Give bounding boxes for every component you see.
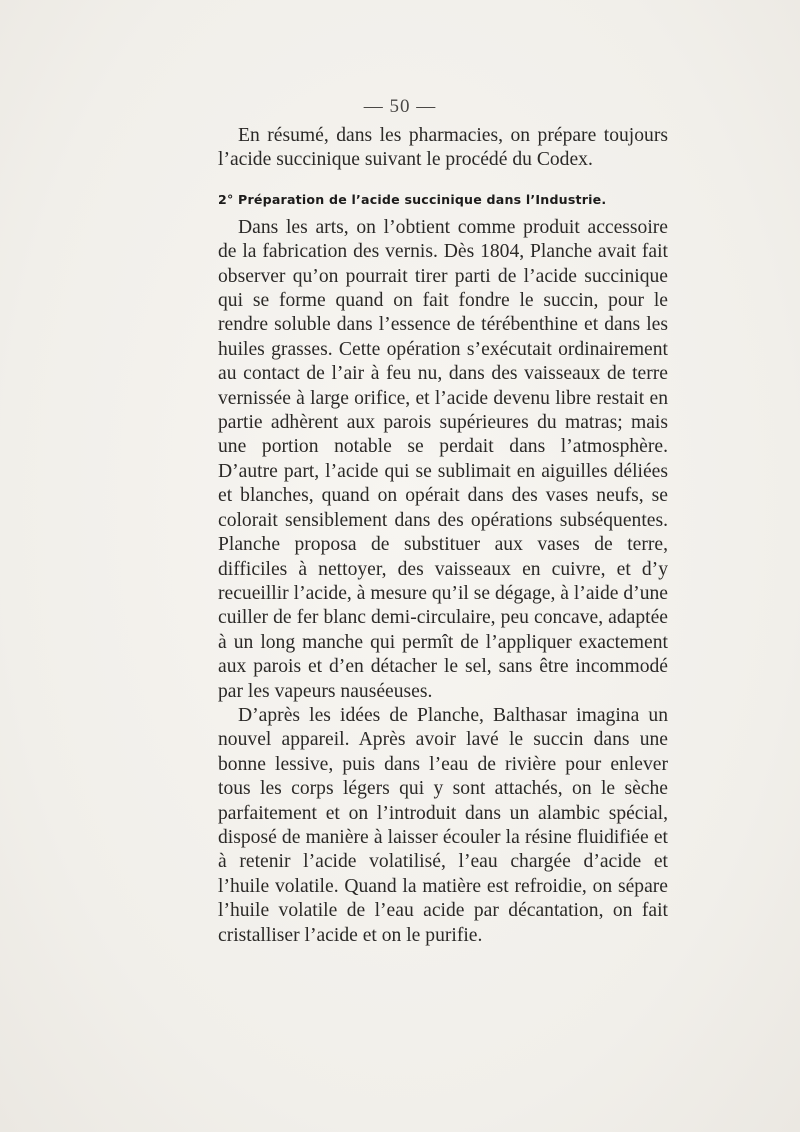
page-content — [218, 124, 668, 948]
paragraph-summary: En résumé, dans les pharmacies, on prépare toujours l’acide succinique suivant le procédé du Codex. — [218, 125, 668, 171]
paragraph-balthasar: D’après les idées de Planche, Balthasar imagina un nouvel appareil. Après avoir lavé le succin dans une bonne lessive, puis dans l’eau de rivière pour enlever tous les corps légers qui y sont attachés, on le sèche parfaitement et on l’introduit dans un alambic spécial, disposé de manière à laisser écouler la résine fluidifiée et à retenir l’acide volatilisé, l’eau chargée d’acide et l’huile volatile. Quand la matière est refroidie, on sépare l’huile volatile de l’eau acide par décantation, on fait cristalliser l’acide et on le purifie. — [218, 704, 668, 946]
page-number: — 50 — — [363, 96, 437, 117]
section-heading: 2° Préparation de l’acide succinique dans l’Industrie. — [218, 191, 607, 207]
paragraph-arts: Dans les arts, on l’obtient comme produit accessoire de la fabrication des vernis. Dès 1804, Planche avait fait observer qu’on pourrait tirer parti de l’acide succinique qui se forme quand on fait fondre le succin, pour le rendre soluble dans l’essence de térébenthine et dans les huiles grasses. Cette opération s’exécutait ordinairement au contact de l’air à feu nu, dans des vaisseaux de terre vernissée à large orifice, et l’acide devenu libre restait en partie adhèrent aux parois supérieures du matras; mais une portion notable se perdait dans l’atmosphère. D’autre part, l’acide qui se sublimait en aiguilles déliées et blanches, quand on opérait dans des vases neufs, se colorait sensiblement dans des opérations subséquentes. Planche proposa de substituer aux vases de terre, difficiles à nettoyer, des vaisseaux en cuivre, et d’y recueillir l’acide, à mesure qu’il se dégage, à l’aide d’une cuiller de fer blanc demi-circulaire, peu concave, adaptée à un long manche qui permît de l’appliquer exactement aux parois et d’en détacher le sel, sans être incommodé par les vapeurs nauséeuses. — [218, 216, 668, 702]
